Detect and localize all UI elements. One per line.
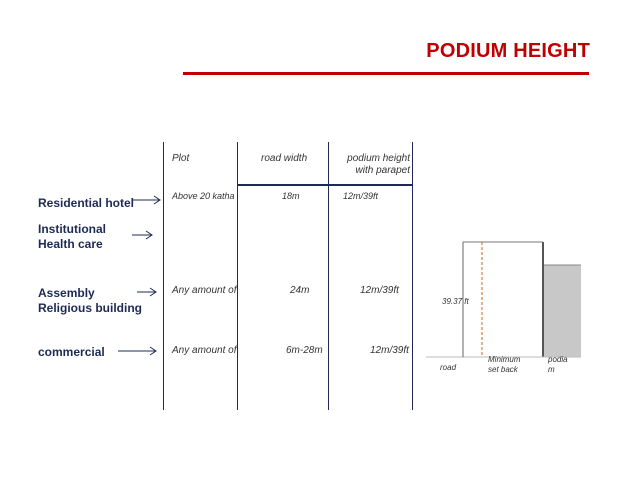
category-assembly-line1: Assembly (38, 286, 95, 300)
podium-label-line1: podia (548, 355, 568, 364)
header-plot: Plot (172, 153, 190, 164)
row4-plot: Any amount of (172, 345, 237, 356)
row4-height: 12m/39ft (370, 345, 409, 356)
category-institutional-line2: Health care (38, 237, 103, 251)
category-residential-hotel: Residential hotel (38, 196, 135, 210)
header-podium-line1: podium height (347, 153, 410, 164)
header-podium-line2: with parapet (355, 165, 410, 176)
category-commercial: commercial (38, 345, 105, 359)
row3-height: 12m/39ft (360, 285, 399, 296)
row3-plot: Any amount of (172, 285, 237, 296)
road-label: road (440, 363, 457, 372)
category-institutional-line1: Institutional (38, 222, 106, 236)
setback-label-line1: Minimum (488, 355, 521, 364)
row4-road-width: 6m-28m (286, 345, 323, 356)
row1-height: 12m/39ft (343, 191, 379, 201)
row1-plot: Above 20 katha (172, 191, 235, 201)
row3-road-width: 24m (290, 285, 310, 296)
setback-label-line2: set back (488, 365, 518, 374)
category-assembly-line2: Religious building (38, 301, 142, 315)
setback-label (488, 355, 520, 375)
page-title: PODIUM HEIGHT (426, 40, 590, 62)
podium-label-line2: m (548, 365, 555, 374)
podium-label (548, 355, 568, 375)
row1-road-width: 18m (282, 191, 300, 201)
header-road-width: road width (261, 153, 308, 164)
podium-block (544, 265, 581, 357)
dimension-label: 39.37 ft (442, 297, 469, 306)
